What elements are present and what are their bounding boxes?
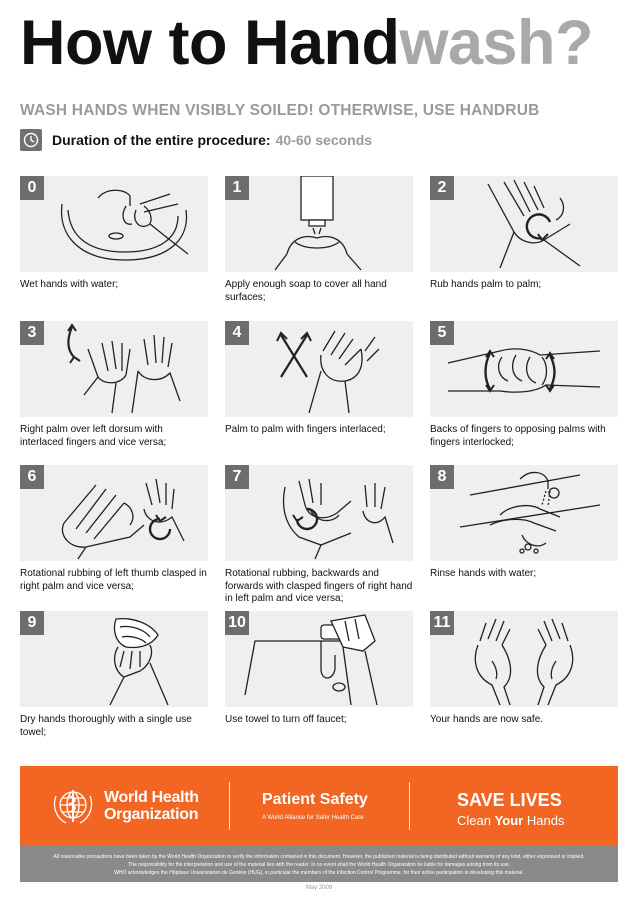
title-part2: wash? — [399, 8, 593, 78]
safe-hands-icon — [430, 611, 618, 707]
step-number: 2 — [430, 176, 454, 200]
soap-dispenser-icon — [225, 176, 413, 272]
step-caption: Wet hands with water; — [20, 279, 119, 290]
patient-safety — [262, 791, 368, 821]
step-number: 6 — [20, 465, 44, 489]
thumb-rotation-icon — [20, 465, 208, 561]
who-name: World Health Organization — [104, 789, 199, 823]
clock-icon — [20, 129, 42, 151]
duration-label: Duration of the entire procedure: — [52, 132, 271, 148]
footer-banner — [20, 766, 618, 846]
step-7 — [225, 465, 413, 606]
step-5 — [430, 321, 618, 449]
step-number: 11 — [430, 611, 454, 635]
fingers-interlocked-icon — [430, 321, 618, 417]
fingertip-rotation-icon — [225, 465, 413, 561]
step-number: 8 — [430, 465, 454, 489]
step-illustration — [20, 176, 208, 272]
step-8 — [430, 465, 618, 581]
step-11 — [430, 611, 618, 727]
step-number: 3 — [20, 321, 44, 345]
step-number: 7 — [225, 465, 249, 489]
step-caption: Apply enough soap to cover all hand surfaces; — [225, 279, 387, 303]
step-illustration — [225, 321, 413, 417]
ps-title: Patient Safety — [262, 791, 368, 808]
step-caption: Rotational rubbing of left thumb clasped in right palm and vice versa; — [20, 568, 207, 592]
step-illustration — [20, 321, 208, 417]
step-number: 1 — [225, 176, 249, 200]
step-caption: Dry hands thoroughly with a single use towel; — [20, 714, 192, 738]
divider — [409, 782, 410, 830]
step-illustration — [225, 465, 413, 561]
step-4 — [225, 321, 413, 437]
step-caption: Rotational rubbing, backwards and forwards with clasped fingers of right hand in left palm and vice versa; — [225, 568, 413, 604]
step-caption: Backs of fingers to opposing palms with fingers interlocked; — [430, 424, 606, 448]
step-caption: Use towel to turn off faucet; — [225, 714, 347, 725]
step-illustration — [225, 176, 413, 272]
disclaimer-line2: WHO acknowledges the Hôpitaux Universitaires de Genève (HUG), in particular the members of the Infection Control Programme, for their active participation in developing this material. — [114, 870, 524, 876]
step-number: 5 — [430, 321, 454, 345]
step-caption: Your hands are now safe. — [430, 714, 544, 725]
step-3 — [20, 321, 208, 449]
step-illustration — [430, 611, 618, 707]
fingers-interlaced-icon — [225, 321, 413, 417]
palm-over-dorsum-icon — [20, 321, 208, 417]
towel-faucet-icon — [225, 611, 413, 707]
step-caption: Palm to palm with fingers interlaced; — [225, 424, 386, 435]
dry-hands-towel-icon — [20, 611, 208, 707]
step-number: 0 — [20, 176, 44, 200]
step-9 — [20, 611, 208, 739]
who-logo — [50, 786, 199, 826]
step-number: 9 — [20, 611, 44, 635]
step-caption: Right palm over left dorsum with interlaced fingers and vice versa; — [20, 424, 167, 448]
step-caption: Rinse hands with water; — [430, 568, 537, 579]
step-illustration — [225, 611, 413, 707]
sink-wet-hands-icon — [20, 176, 208, 272]
save-lives-tagline: Clean Your Hands — [457, 813, 565, 828]
step-illustration — [20, 465, 208, 561]
step-0 — [20, 176, 208, 292]
save-lives — [457, 790, 564, 828]
disclaimer — [20, 846, 618, 882]
save-lives-title: SAVE LIVES — [457, 790, 562, 810]
step-illustration — [20, 611, 208, 707]
who-emblem-icon — [50, 786, 96, 826]
step-6 — [20, 465, 208, 593]
duration-row — [20, 128, 372, 152]
duration-value: 40-60 seconds — [275, 132, 373, 148]
disclaimer-line1: All reasonable precautions have been taken by the World Health Organization to verify the information contained in this document. However, the published material is being distributed without warranty of any kind, either expressed or implied. The responsibility for the interpretation and use of the material lies with the reader. In no event shall the World Health Organization be liable for damages arising from its use. — [53, 854, 585, 868]
title-part1: How to Hand — [20, 8, 400, 78]
step-1 — [225, 176, 413, 304]
subtitle: WASH HANDS WHEN VISIBLY SOILED! OTHERWISE, USE HANDRUB — [20, 102, 540, 119]
page-title — [20, 8, 593, 78]
divider — [229, 782, 230, 830]
ps-subtitle: A World Alliance for Safer Health Care — [262, 815, 364, 821]
step-number: 10 — [225, 611, 249, 635]
publication-date: May 2009 — [305, 885, 333, 891]
rinse-hands-icon — [430, 465, 618, 561]
step-2 — [430, 176, 618, 292]
palm-to-palm-icon — [430, 176, 618, 272]
step-illustration — [430, 465, 618, 561]
step-illustration — [430, 176, 618, 272]
step-illustration — [430, 321, 618, 417]
step-number: 4 — [225, 321, 249, 345]
step-10 — [225, 611, 413, 727]
step-caption: Rub hands palm to palm; — [430, 279, 542, 290]
